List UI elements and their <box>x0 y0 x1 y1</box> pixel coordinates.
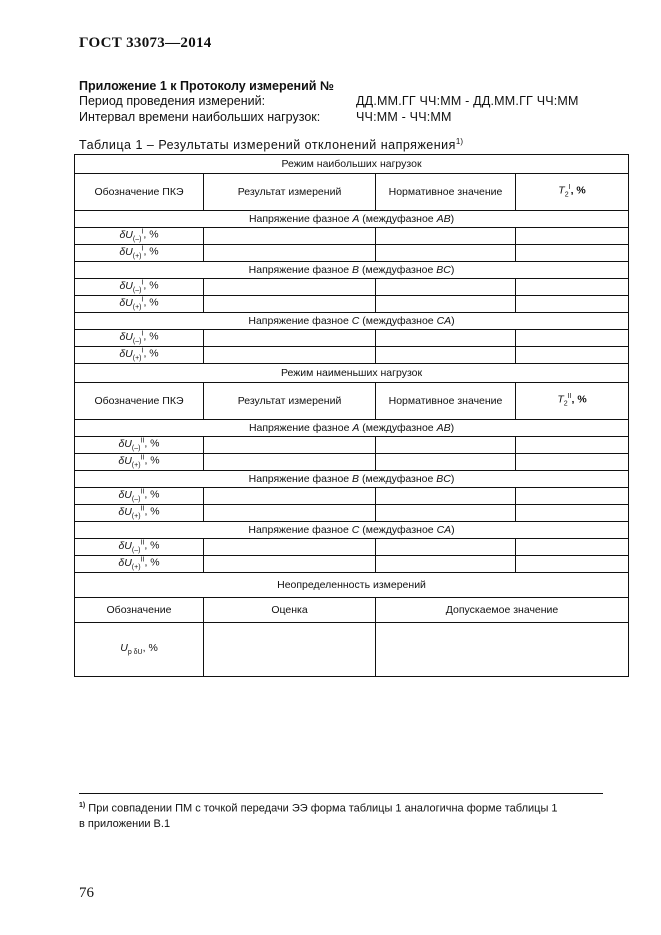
param-sub: (+) <box>131 512 141 520</box>
param-unit: , % <box>143 347 159 360</box>
phase-a-header-min <box>75 420 629 437</box>
table-caption-text: Таблица 1 – Результаты измерений отклонений напряжения <box>79 138 456 153</box>
param-unit: , % <box>144 488 160 501</box>
interval-value: ЧЧ:ММ - ЧЧ:ММ <box>356 110 452 124</box>
interval-label: Интервал времени наибольших нагрузок: <box>79 110 321 124</box>
normative-cell <box>376 488 516 505</box>
u-symbol: U <box>120 641 128 654</box>
result-cell <box>204 488 376 505</box>
max-load-mode-header: Режим наибольших нагрузок <box>75 155 629 174</box>
phase-inter: CA <box>436 523 452 536</box>
result-cell <box>204 347 376 364</box>
param-unit: , % <box>144 505 160 518</box>
result-cell <box>204 279 376 296</box>
footnote-text-1: При совпадении ПМ с точкой передачи ЭЭ форма таблицы 1 аналогична форме таблицы 1 <box>85 802 558 815</box>
estimate-cell <box>204 623 376 677</box>
param-sup: I <box>141 296 144 304</box>
param-symbol: δU <box>118 505 132 518</box>
param-unit: , % <box>144 556 160 569</box>
param-sub: (+) <box>131 461 141 469</box>
period-label: Период проведения измерений: <box>79 94 266 108</box>
param-sup: II <box>140 556 145 564</box>
phase-mid: (междуфазное <box>359 421 437 434</box>
phase-letter: B <box>352 472 360 485</box>
phase-c-header-min <box>75 522 629 539</box>
param-sub: (+) <box>131 563 141 571</box>
t2-cell <box>516 347 629 364</box>
t2-sub: 2 <box>563 400 568 408</box>
result-cell <box>204 330 376 347</box>
param-unit: , % <box>143 245 159 258</box>
t2-cell <box>516 539 629 556</box>
param-symbol: δU <box>118 437 132 450</box>
param-du-neg-max <box>75 330 204 347</box>
phase-letter: C <box>351 523 360 536</box>
param-sup: II <box>140 437 145 445</box>
result-cell <box>204 556 376 573</box>
t2-letter: T <box>558 184 565 197</box>
footnote-line-2: в приложении В.1 <box>79 818 171 830</box>
param-du-pos-min <box>75 505 204 522</box>
param-unit: , % <box>143 279 159 292</box>
result-cell <box>204 539 376 556</box>
phase-b-header-max <box>75 262 629 279</box>
param-sup: I <box>141 279 144 287</box>
param-sup: I <box>141 228 144 236</box>
appendix-title: Приложение 1 к Протоколу измерений № <box>79 79 334 93</box>
param-symbol: δU <box>119 330 133 343</box>
col-result: Результат измерений <box>204 383 376 420</box>
param-du-neg-min <box>75 539 204 556</box>
param-symbol: δU <box>119 228 133 241</box>
measurement-table <box>74 154 629 677</box>
phase-c-header-max <box>75 313 629 330</box>
param-sup: II <box>140 454 145 462</box>
result-cell <box>204 245 376 262</box>
t2-cell <box>516 228 629 245</box>
param-symbol: δU <box>119 296 133 309</box>
param-symbol: δU <box>118 539 132 552</box>
param-unit: , % <box>144 539 160 552</box>
normative-cell <box>376 279 516 296</box>
phase-inter: AB <box>436 212 451 225</box>
param-sup: II <box>140 488 145 496</box>
phase-mid: (междуфазное <box>359 314 437 327</box>
param-symbol: δU <box>119 245 133 258</box>
normative-cell <box>376 505 516 522</box>
param-du-pos-min <box>75 454 204 471</box>
phase-prefix: Напряжение фазное <box>248 421 353 434</box>
param-sup: II <box>140 505 145 513</box>
table-caption <box>79 137 463 152</box>
col-t2-max <box>516 174 629 211</box>
param-unit: , % <box>144 454 160 467</box>
param-du-neg-max <box>75 279 204 296</box>
phase-close: ) <box>450 472 455 485</box>
normative-cell <box>376 228 516 245</box>
param-sub: (–) <box>132 286 142 294</box>
phase-mid: (междуфазное <box>359 263 437 276</box>
param-du-neg-min <box>75 437 204 454</box>
t2-cell <box>516 556 629 573</box>
col-designation: Обозначение ПКЭ <box>75 383 204 420</box>
phase-prefix: Напряжение фазное <box>248 523 352 536</box>
result-cell <box>204 296 376 313</box>
normative-cell <box>376 437 516 454</box>
param-sub: (+) <box>132 252 142 260</box>
phase-inter: CA <box>436 314 452 327</box>
param-sup: II <box>140 539 145 547</box>
uncertainty-header: Неопределенность измерений <box>75 573 629 598</box>
phase-mid: (междуфазное <box>359 212 437 225</box>
param-sup: I <box>141 245 144 253</box>
param-sub: (–) <box>131 546 141 554</box>
param-unit: , % <box>144 437 160 450</box>
normative-cell <box>376 454 516 471</box>
t2-cell <box>516 245 629 262</box>
t2-cell <box>516 296 629 313</box>
param-unit: , % <box>143 296 159 309</box>
t2-cell <box>516 488 629 505</box>
result-cell <box>204 454 376 471</box>
col-normative: Нормативное значение <box>376 174 516 211</box>
t2-cell <box>516 330 629 347</box>
param-du-pos-max <box>75 245 204 262</box>
result-cell <box>204 505 376 522</box>
param-sub: (–) <box>131 495 141 503</box>
t2-unit: , % <box>570 184 586 197</box>
unc-col-designation: Обозначение <box>75 598 204 623</box>
t2-unit: , % <box>571 393 587 406</box>
param-symbol: δU <box>118 454 132 467</box>
t2-cell <box>516 437 629 454</box>
param-symbol: δU <box>118 556 132 569</box>
phase-letter: A <box>352 212 360 225</box>
phase-a-header-max <box>75 211 629 228</box>
normative-cell <box>376 347 516 364</box>
t2-cell <box>516 454 629 471</box>
footnote-rule <box>79 793 603 794</box>
phase-close: ) <box>450 212 455 225</box>
param-u-p-du <box>75 623 204 677</box>
t2-letter: T <box>557 393 564 406</box>
param-symbol: δU <box>119 279 133 292</box>
period-value: ДД.ММ.ГГ ЧЧ:ММ - ДД.ММ.ГГ ЧЧ:ММ <box>356 94 579 108</box>
param-unit: , % <box>143 228 159 241</box>
t2-cell <box>516 505 629 522</box>
col-result: Результат измерений <box>204 174 376 211</box>
col-t2-min <box>516 383 629 420</box>
unc-col-allowed: Допускаемое значение <box>376 598 629 623</box>
normative-cell <box>376 296 516 313</box>
phase-prefix: Напряжение фазное <box>248 472 353 485</box>
normative-cell <box>376 556 516 573</box>
col-designation: Обозначение ПКЭ <box>75 174 204 211</box>
phase-close: ) <box>451 314 455 327</box>
phase-close: ) <box>450 263 455 276</box>
param-sub: (–) <box>132 235 142 243</box>
result-cell <box>204 228 376 245</box>
phase-prefix: Напряжение фазное <box>248 263 353 276</box>
t2-sup-min: II <box>567 393 572 401</box>
t2-sup-max: I <box>568 184 571 192</box>
param-du-neg-max <box>75 228 204 245</box>
param-du-neg-min <box>75 488 204 505</box>
min-load-mode-header: Режим наименьших нагрузок <box>75 364 629 383</box>
phase-inter: AB <box>436 421 451 434</box>
u-unit: , % <box>142 641 158 654</box>
normative-cell <box>376 330 516 347</box>
footnote-mark: 1) <box>79 802 86 809</box>
phase-mid: (междуфазное <box>359 472 437 485</box>
phase-b-header-min <box>75 471 629 488</box>
caption-footnote-ref: 1) <box>455 137 464 146</box>
normative-cell <box>376 539 516 556</box>
param-sub: (+) <box>132 354 142 362</box>
phase-mid: (междуфазное <box>359 523 437 536</box>
result-cell <box>204 437 376 454</box>
phase-inter: BC <box>436 472 451 485</box>
phase-letter: A <box>352 421 360 434</box>
col-normative: Нормативное значение <box>376 383 516 420</box>
u-sub: p δU <box>127 649 143 657</box>
phase-letter: C <box>351 314 360 327</box>
phase-close: ) <box>450 421 455 434</box>
t2-sub: 2 <box>564 191 569 199</box>
page-number: 76 <box>79 885 94 901</box>
phase-prefix: Напряжение фазное <box>248 314 352 327</box>
param-symbol: δU <box>119 347 133 360</box>
allowed-cell <box>376 623 629 677</box>
t2-cell <box>516 279 629 296</box>
param-sub: (–) <box>132 337 142 345</box>
standard-header: ГОСТ 33073—2014 <box>79 35 212 51</box>
param-du-pos-min <box>75 556 204 573</box>
param-sup: I <box>141 330 144 338</box>
param-sub: (+) <box>132 303 142 311</box>
param-sup: I <box>141 347 144 355</box>
param-du-pos-max <box>75 347 204 364</box>
phase-letter: B <box>352 263 360 276</box>
param-du-pos-max <box>75 296 204 313</box>
param-unit: , % <box>143 330 159 343</box>
phase-prefix: Напряжение фазное <box>248 212 353 225</box>
phase-inter: BC <box>436 263 451 276</box>
param-sub: (–) <box>131 444 141 452</box>
unc-col-estimate: Оценка <box>204 598 376 623</box>
normative-cell <box>376 245 516 262</box>
phase-close: ) <box>451 523 455 536</box>
param-symbol: δU <box>118 488 132 501</box>
footnote-line-1 <box>79 802 558 815</box>
